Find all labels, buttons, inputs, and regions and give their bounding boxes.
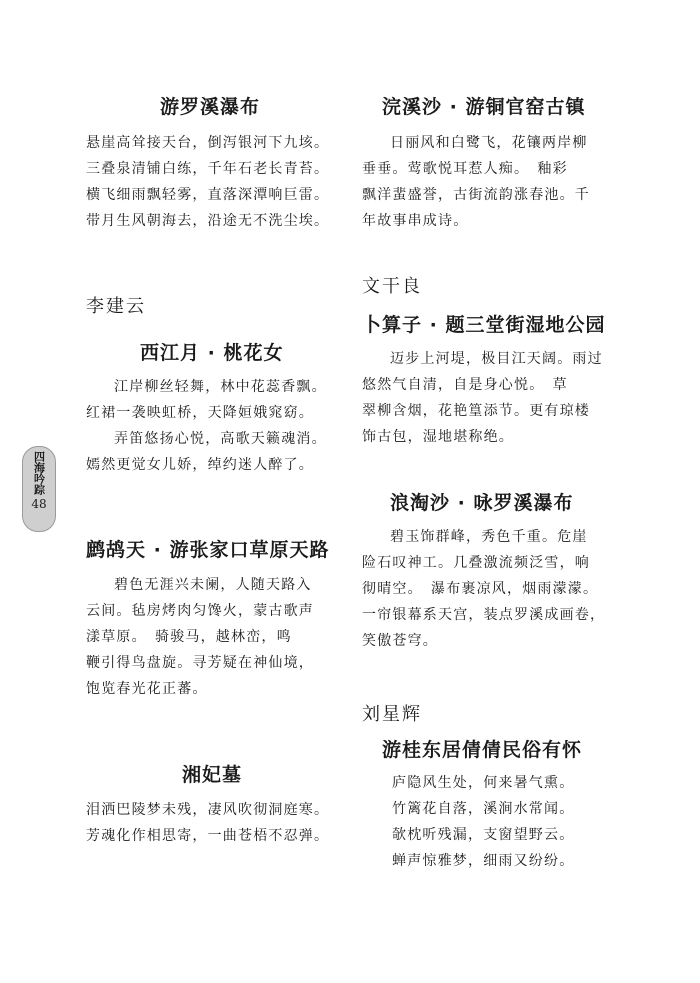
poem-line: 泪洒巴陵梦未残，凄风吹彻洞庭寒。: [86, 802, 330, 818]
poem-title: 浪淘沙 · 咏罗溪瀑布: [390, 492, 574, 514]
poem-title: 卜算子 · 题三堂街湿地公园: [362, 314, 606, 336]
poem-line: 三叠泉清铺白练，千年石老长青苔。: [86, 161, 330, 177]
poem-line: 一帘银幕系天宫，装点罗溪成画卷，: [362, 607, 606, 623]
poem-line: 江岸柳丝轻舞，林中花蕊香飘。: [114, 379, 327, 395]
poem-body: [86, 374, 327, 478]
poem-line: 弄笛悠扬心悦，高歌天籁魂消。: [114, 431, 327, 447]
poem-line: 嫣然更觉女儿娇，绰约迷人醉了。: [86, 457, 314, 473]
poem-line: 碧色无涯兴未阑，人随天路入: [114, 577, 312, 593]
poem-title: 游罗溪瀑布: [160, 96, 261, 118]
poem-line: 饱览春光花正蕃。: [86, 681, 208, 697]
poem-title: 游桂东居倩倩民俗有怀: [382, 739, 583, 761]
poem-line: 垂垂。莺歌悦耳惹人痴。 釉彩: [362, 161, 568, 177]
side-tab: [22, 446, 56, 532]
author-name: 刘星辉: [362, 704, 422, 725]
poem-line: 庐隐风生处，何来暑气熏。: [392, 775, 575, 791]
poem-title: 浣溪沙 · 游铜官窑古镇: [382, 96, 586, 118]
poem-line: 悬崖高耸接天台，倒泻银河下九垓。: [86, 135, 330, 151]
poem-line: 竹篱花自落，溪涧水常闻。: [392, 801, 575, 817]
author-name: 李建云: [86, 296, 146, 317]
poem-body: [86, 130, 329, 234]
poem-body: [392, 770, 574, 874]
poem-line: 欹枕听残漏，支窗望野云。: [392, 827, 575, 843]
poem-title: 湘妃墓: [182, 764, 243, 786]
poem-line: 笑傲苍穹。: [362, 633, 438, 649]
poem-body: [362, 130, 590, 234]
poem-line: 年故事串成诗。: [362, 213, 469, 229]
poem-line: 蝉声惊雅梦，细雨又纷纷。: [392, 853, 575, 869]
author-name: 文干良: [362, 276, 422, 297]
book-brand: 四海吟踪: [32, 451, 46, 495]
poem-line: 饰古包，湿地堪称绝。: [362, 429, 514, 445]
poem-line: 云间。毡房烤肉匀馋火，蒙古歌声: [86, 603, 314, 619]
poem-line: 悠然气自清，自是身心悦。 草: [362, 377, 568, 393]
poem-body: [362, 346, 603, 450]
poem-line: 险石叹神工。几叠激流频泛雪，响: [362, 555, 590, 571]
poem-line: 彻晴空。 瀑布裹凉风，烟雨濛濛。: [362, 581, 599, 597]
poem-body: [362, 524, 605, 654]
poem-line: 带月生风朝海去，沿途无不洗尘埃。: [86, 213, 330, 229]
poem-line: 翠柳含烟，花艳篁添节。更有琼楼: [362, 403, 590, 419]
poem-line: 日丽风和白鹭飞，花镶两岸柳: [390, 135, 588, 151]
poem-line: 漾草原。 骑骏马，越林峦，鸣: [86, 629, 292, 645]
poem-body: [86, 572, 314, 702]
poem-line: 迈步上河堤，极目江天阔。雨过: [390, 351, 603, 367]
poem-title: 西江月 · 桃花女: [140, 342, 284, 364]
poem-line: 鞭引得鸟盘旋。寻芳疑在神仙境，: [86, 655, 314, 671]
poem-body: [86, 797, 329, 849]
poem-title: 鹧鸪天 · 游张家口草原天路: [86, 539, 330, 561]
poem-line: 芳魂化作相思寄，一曲苍梧不忍弹。: [86, 828, 330, 844]
page-number: 48: [31, 497, 47, 511]
poem-line: 碧玉饰群峰，秀色千重。危崖: [390, 529, 588, 545]
poem-line: 红裙一袭映虹桥，天降姮娥窕窈。: [86, 405, 314, 421]
poem-line: 飘洋蜚盛誉，古街流韵涨春池。千: [362, 187, 590, 203]
poem-line: 横飞细雨飘轻雾，直落深潭响巨雷。: [86, 187, 330, 203]
